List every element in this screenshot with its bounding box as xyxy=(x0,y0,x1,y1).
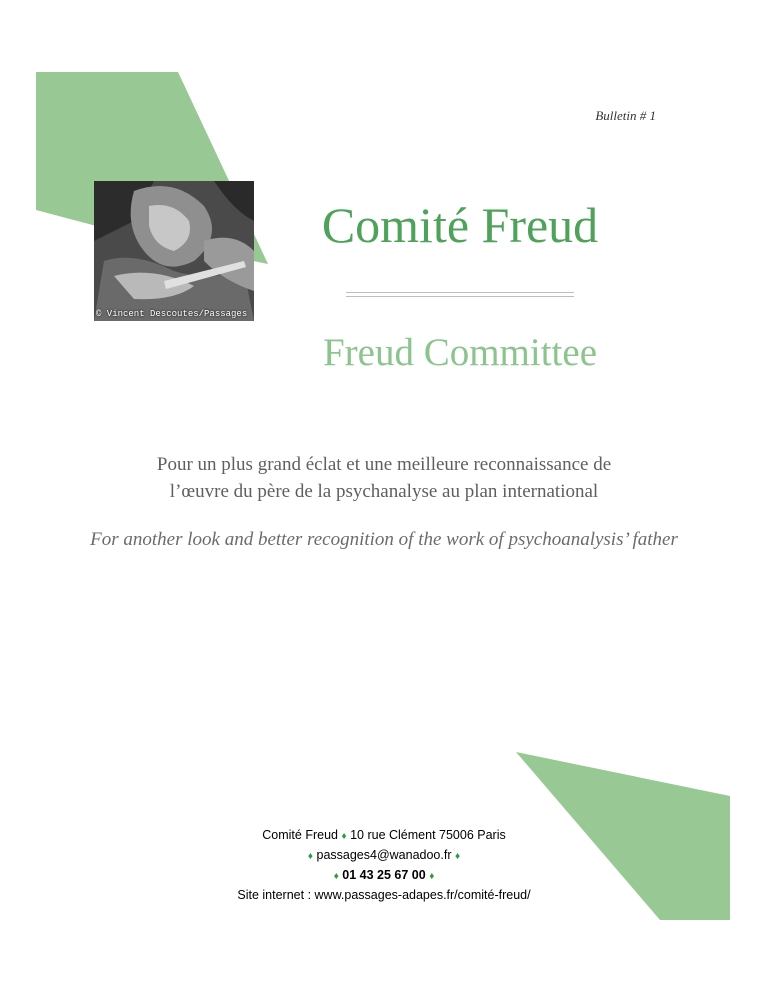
contact-address-line xyxy=(200,826,568,846)
diamond-icon: ♦ xyxy=(341,831,347,842)
diamond-icon: ♦ xyxy=(429,871,435,882)
contact-website-line xyxy=(200,886,568,904)
page-subtitle: Freud Committee xyxy=(322,331,598,374)
photo-caption: © Vincent Descoutes/Passages xyxy=(96,309,248,319)
tagline-english: For another look and better recognition of the work of psychoanalysis’ father xyxy=(90,529,678,550)
tagline-french-line-1: Pour un plus grand éclat et une meilleure reconnaissance de xyxy=(156,454,612,475)
diamond-icon: ♦ xyxy=(454,851,461,862)
contact-email-line xyxy=(200,846,568,866)
contact-phone: 01 43 25 67 00 xyxy=(342,868,426,882)
page-title: Comité Freud xyxy=(321,197,599,253)
tagline-french xyxy=(84,451,684,505)
contact-block xyxy=(200,826,568,904)
website-label: Site internet : xyxy=(237,888,312,902)
diamond-icon: ♦ xyxy=(333,871,339,882)
website-link[interactable]: www.passages-adapes.fr/comité-freud/ xyxy=(314,888,531,902)
sculpture-photo xyxy=(94,181,254,321)
title-divider xyxy=(346,292,574,297)
contact-email-link[interactable]: passages4@wanadoo.fr xyxy=(316,848,452,862)
photo-image xyxy=(94,181,254,321)
diamond-icon: ♦ xyxy=(307,851,314,862)
bulletin-number: Bulletin # 1 xyxy=(595,108,656,123)
tagline-french-line-2: l’œuvre du père de la psychanalyse au plan international xyxy=(169,481,599,502)
contact-phone-line xyxy=(200,866,568,886)
contact-address: 10 rue Clément 75006 Paris xyxy=(350,828,506,842)
contact-name: Comité Freud xyxy=(262,828,338,842)
